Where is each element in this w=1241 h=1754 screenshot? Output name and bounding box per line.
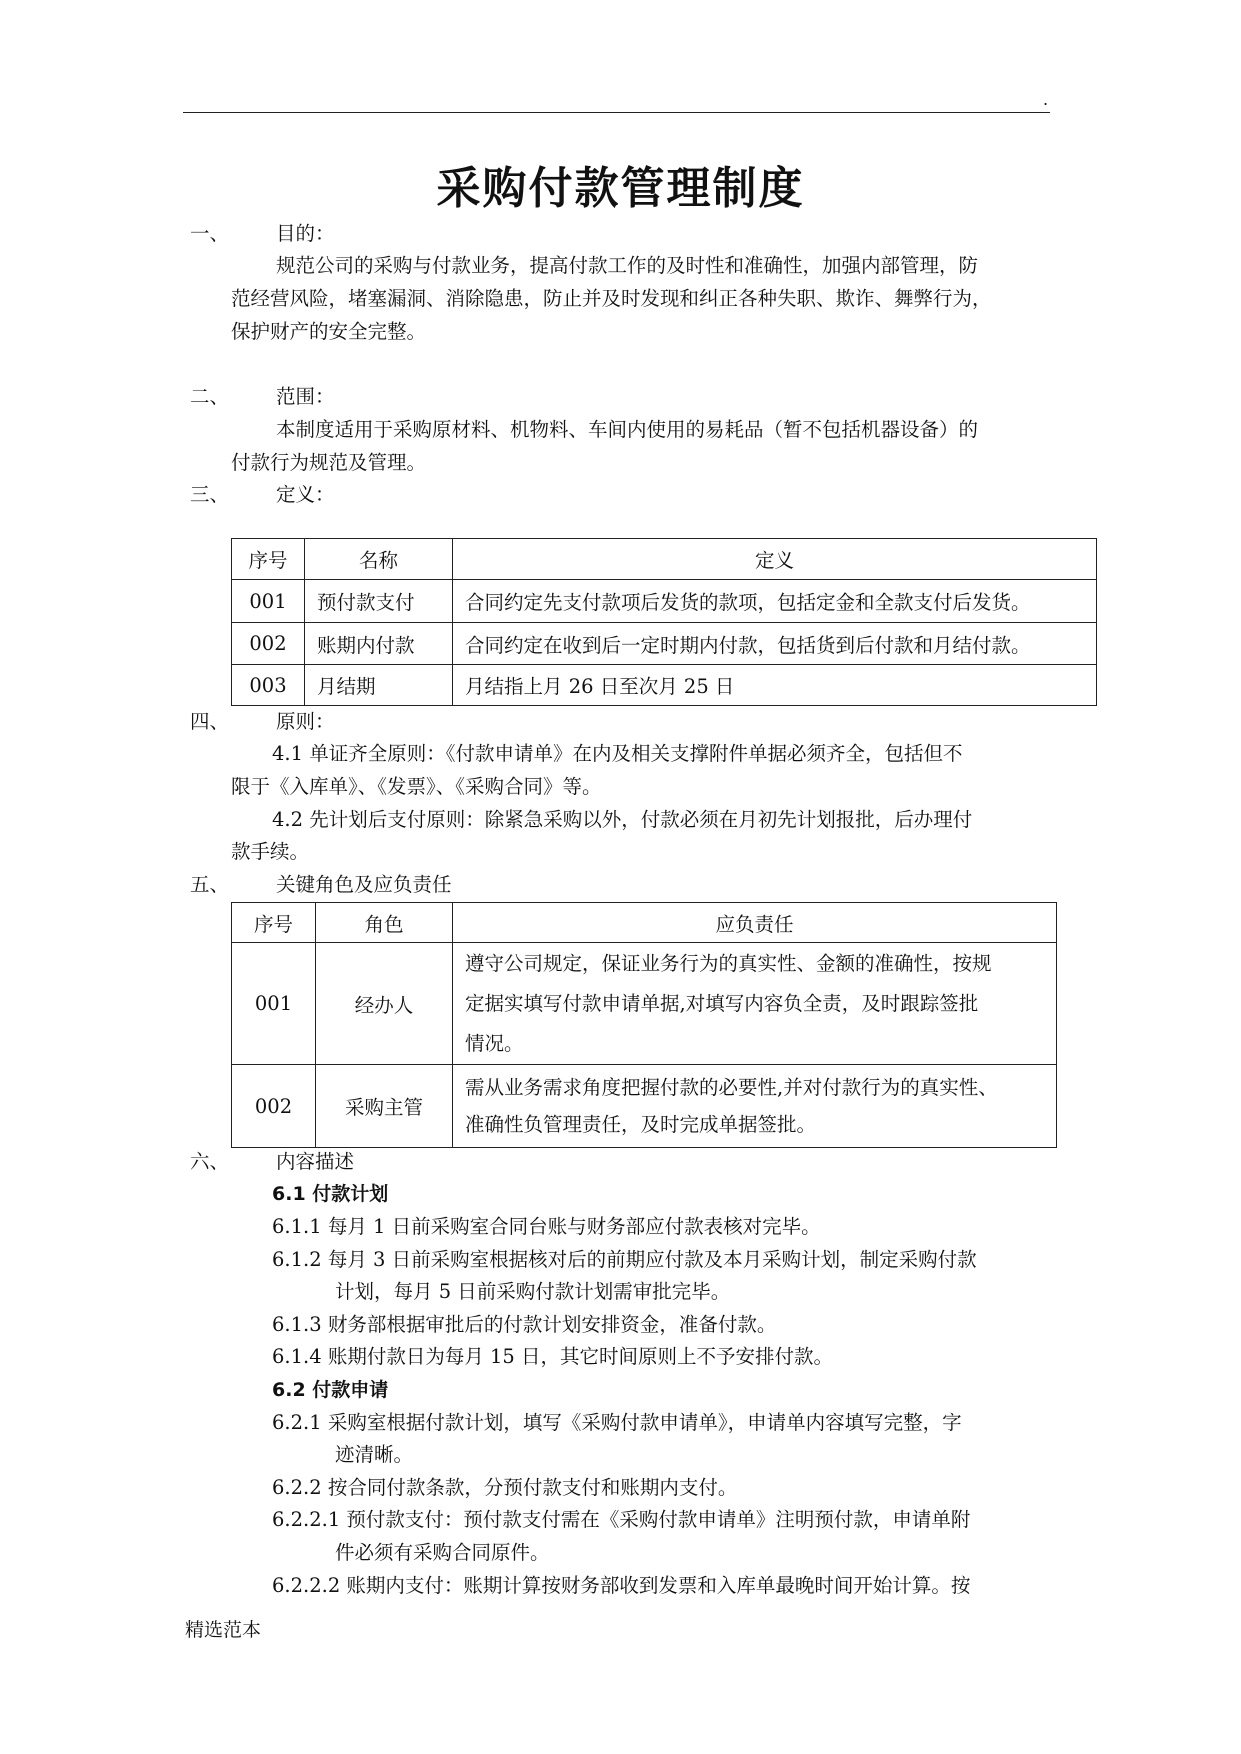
def-cell-name: 月结期	[305, 665, 453, 706]
section-4-label: 原则：	[276, 710, 335, 733]
section-1-line-1: 规范公司的采购与付款业务，提高付款工作的及时性和准确性，加强内部管理，防	[276, 254, 979, 277]
def-cell-no: 002	[232, 623, 305, 665]
section-4-line-1: 4.1 单证齐全原则：《付款申请单》在内及相关支撑附件单据必须齐全，包括但不	[272, 742, 963, 765]
section-2-number: 二、	[190, 385, 230, 408]
table-row	[232, 623, 1097, 665]
def-cell-name: 预付款支付	[305, 580, 453, 623]
header-rule	[183, 112, 1050, 113]
subheading-6-1: 6.1 付款计划	[272, 1183, 389, 1205]
section-1-line-3: 保护财产的安全完整。	[231, 320, 427, 343]
section-1-label: 目的：	[276, 222, 335, 245]
clause-6-2-2-2: 6.2.2.2 账期内支付：账期计算按财务部收到发票和入库单最晚时间开始计算。按	[272, 1574, 971, 1597]
clause-6-2-1-cont: 迹清晰。	[335, 1443, 414, 1466]
role-cell-responsibility	[453, 1065, 1057, 1148]
section-1-number: 一、	[190, 222, 230, 245]
section-6-number: 六、	[190, 1150, 230, 1173]
role-table	[231, 902, 1057, 1148]
table-row	[232, 943, 1057, 1065]
clause-6-2-2: 6.2.2 按合同付款条款，分预付款支付和账期内支付。	[272, 1476, 738, 1499]
role-cell-no: 001	[232, 943, 316, 1065]
def-cell-definition: 合同约定在收到后一定时期内付款，包括货到后付款和月结付款。	[453, 623, 1097, 665]
role-cell-no: 002	[232, 1065, 316, 1148]
table-row	[232, 665, 1097, 706]
responsibility-line: 遵守公司规定，保证业务行为的真实性、金额的准确性，按规	[465, 951, 992, 975]
section-4-line-4: 款手续。	[231, 840, 310, 863]
clause-6-1-2-cont: 计划，每月 5 日前采购付款计划需审批完毕。	[335, 1280, 731, 1303]
def-cell-no: 001	[232, 580, 305, 623]
def-cell-no: 003	[232, 665, 305, 706]
def-cell-definition: 月结指上月 26 日至次月 25 日	[453, 665, 1097, 706]
responsibility-line: 需从业务需求角度把握付款的必要性,并对付款行为的真实性、	[465, 1076, 998, 1099]
def-cell-definition: 合同约定先支付款项后发货的款项，包括定金和全款支付后发货。	[453, 580, 1097, 623]
role-cell-responsibility	[453, 943, 1057, 1065]
section-3-number: 三、	[190, 483, 230, 506]
table-row	[232, 580, 1097, 623]
clause-6-1-1: 6.1.1 每月 1 日前采购室合同台账与财务部应付款表核对完毕。	[272, 1215, 821, 1238]
section-3-label: 定义：	[276, 483, 335, 506]
role-cell-role: 经办人	[316, 943, 453, 1065]
def-header-definition: 定义	[453, 539, 1097, 580]
clause-6-2-2-1: 6.2.2.1 预付款支付：预付款支付需在《采购付款申请单》注明预付款，申请单附	[272, 1508, 971, 1531]
header-mark: .	[1043, 90, 1049, 109]
section-6-label: 内容描述	[276, 1150, 355, 1173]
section-4-line-3: 4.2 先计划后支付原则：除紧急采购以外，付款必须在月初先计划报批，后办理付	[272, 808, 973, 831]
role-header-responsibility: 应负责任	[453, 903, 1057, 943]
section-2-label: 范围：	[276, 385, 335, 408]
clause-6-1-4: 6.1.4 账期付款日为每月 15 日，其它时间原则上不予安排付款。	[272, 1345, 834, 1368]
clause-6-1-3: 6.1.3 财务部根据审批后的付款计划安排资金，准备付款。	[272, 1313, 777, 1336]
role-header-no: 序号	[232, 903, 316, 943]
document-title: 采购付款管理制度	[436, 163, 805, 214]
role-cell-role: 采购主管	[316, 1065, 453, 1148]
section-4-line-2: 限于《入库单》、《发票》、《采购合同》等。	[231, 775, 602, 798]
section-2-line-2: 付款行为规范及管理。	[231, 451, 427, 474]
section-5-label: 关键角色及应负责任	[276, 873, 452, 896]
responsibility-line: 准确性负管理责任，及时完成单据签批。	[465, 1113, 817, 1136]
def-header-name: 名称	[305, 539, 453, 580]
responsibility-line: 情况。	[465, 1031, 524, 1055]
responsibility-line: 定据实填写付款申请单据,对填写内容负全责，及时跟踪签批	[465, 991, 979, 1015]
def-header-no: 序号	[232, 539, 305, 580]
clause-6-1-2: 6.1.2 每月 3 日前采购室根据核对后的前期应付款及本月采购计划，制定采购付款	[272, 1248, 977, 1271]
section-4-number: 四、	[190, 710, 230, 733]
section-1-line-2: 范经营风险，堵塞漏洞、消除隐患，防止并及时发现和纠正各种失职、欺诈、舞弊行为，	[231, 287, 992, 310]
definition-table	[231, 538, 1097, 706]
subheading-6-2: 6.2 付款申请	[272, 1379, 389, 1401]
table-row	[232, 1065, 1057, 1148]
role-header-role: 角色	[316, 903, 453, 943]
section-2-line-1: 本制度适用于采购原材料、机物料、车间内使用的易耗品（暂不包括机器设备）的	[276, 418, 979, 441]
clause-6-2-1: 6.2.1 采购室根据付款计划，填写《采购付款申请单》，申请单内容填写完整，字	[272, 1411, 962, 1434]
def-cell-name: 账期内付款	[305, 623, 453, 665]
clause-6-2-2-1-cont: 件必须有采购合同原件。	[335, 1541, 550, 1564]
page-footer: 精选范本	[185, 1619, 262, 1641]
section-5-number: 五、	[190, 873, 230, 896]
